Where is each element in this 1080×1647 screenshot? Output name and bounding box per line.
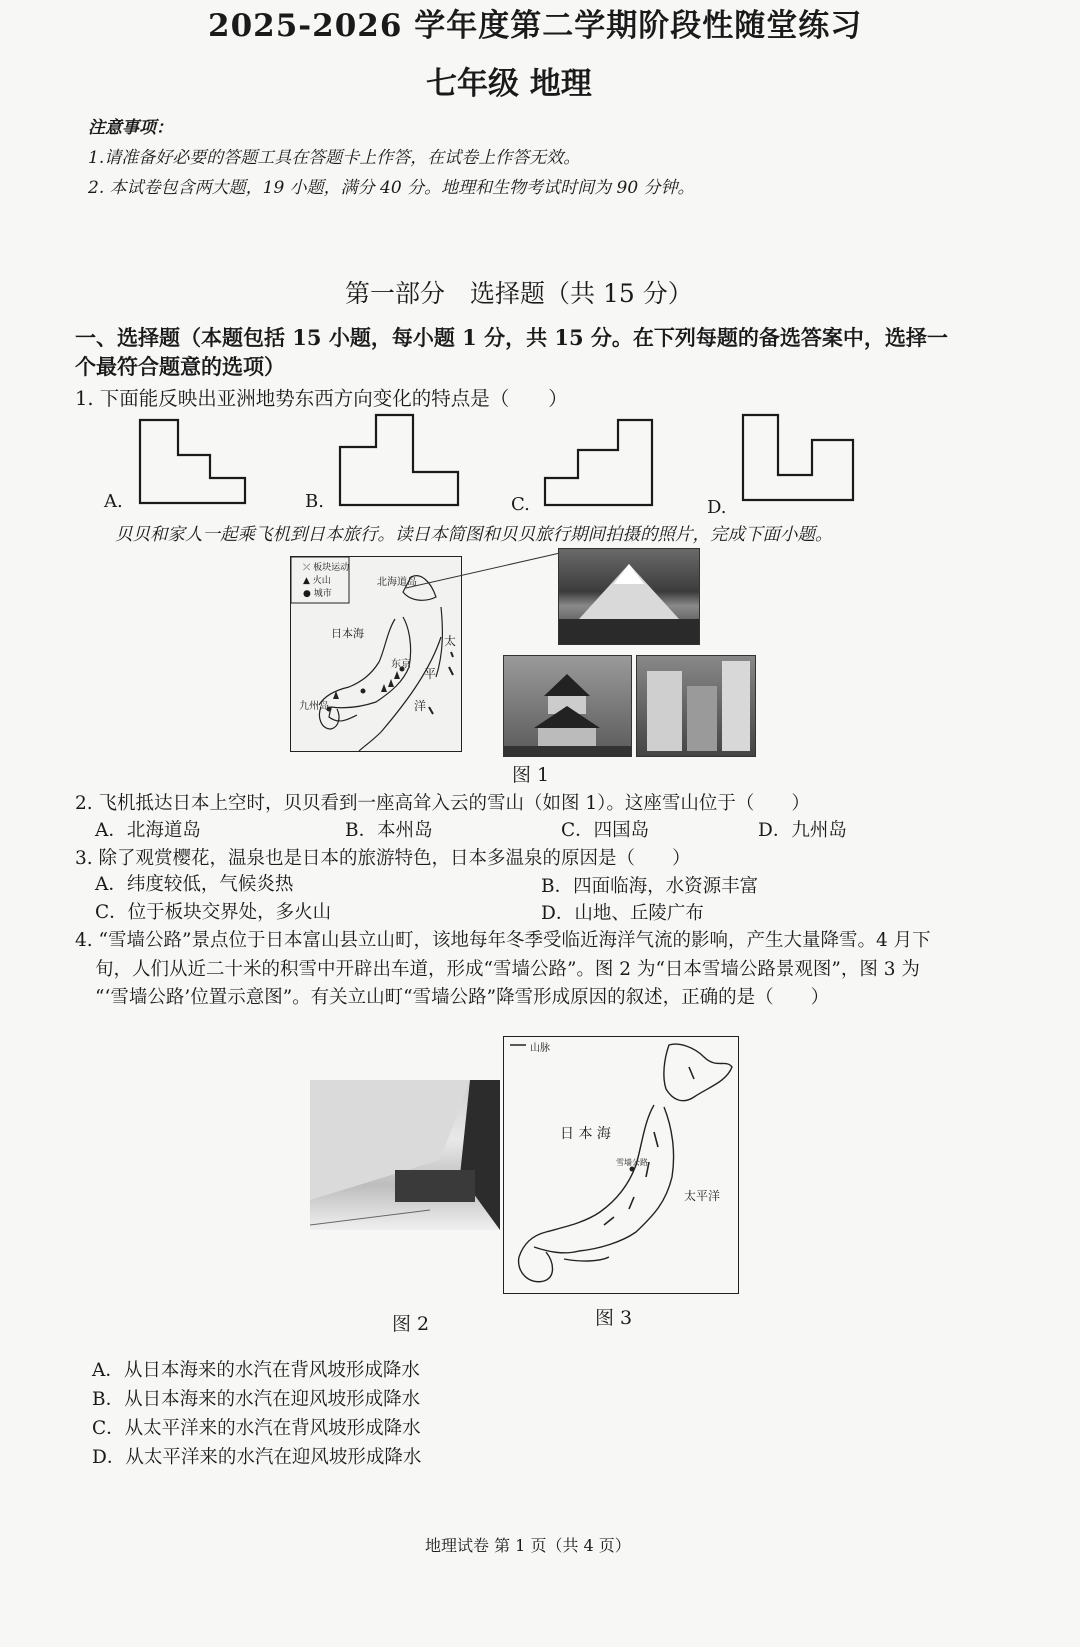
q4-option-a[interactable]: A．从日本海来的水汽在背风坡形成降水 <box>92 1360 420 1381</box>
label-pacific-2: 平 <box>424 667 437 681</box>
q1-stem: 1. 下面能反映出亚洲地势东西方向变化的特点是（ ） <box>75 387 568 410</box>
figure1-caption: 图 1 <box>512 764 550 786</box>
q3-option-d[interactable]: D．山地、丘陵广布 <box>541 903 704 924</box>
q2-option-c[interactable]: C．四国岛 <box>561 820 650 841</box>
exam-title: 2025-2026 学年度第二学期阶段性随堂练习 <box>208 8 863 44</box>
legend-volcano: ▲ 火山 <box>303 576 331 586</box>
photo-snow-mountain <box>558 548 700 645</box>
part1-instruction-1: 一、选择题（本题包括 15 小题，每小题 1 分，共 15 分。在下列每题的备选答案中，选择一 <box>75 325 948 350</box>
label-pacific-1: 太 <box>444 634 457 648</box>
callout-line <box>400 548 570 593</box>
photo-castle <box>503 655 632 757</box>
fig3-legend-mountain: 山脉 <box>530 1043 550 1054</box>
q1-option-d[interactable]: D. <box>707 497 727 518</box>
terrain-profile-c <box>545 420 652 505</box>
buildings-graphic <box>637 656 755 756</box>
q4-option-c[interactable]: C．从太平洋来的水汽在背风坡形成降水 <box>92 1418 421 1439</box>
figure2-caption: 图 2 <box>392 1313 430 1335</box>
photo-buildings <box>636 655 756 757</box>
q3-option-b[interactable]: B．四面临海，水资源丰富 <box>541 876 759 897</box>
q4-stem-line1: 4. “雪墙公路”景点位于日本富山县立山町，该地每年冬季受临近海洋气流的影响，产生大量降雪。4 月下 <box>75 930 931 951</box>
q4-stem-line2: 旬，人们从近二十米的积雪中开辟出车道，形成“雪墙公路”。图 2 为“日本雪墙公路景观图”，图 3 为 <box>95 959 920 980</box>
fig3-label-sea-of-japan: 日 本 海 <box>560 1126 611 1142</box>
q2-option-a[interactable]: A．北海道岛 <box>95 820 201 841</box>
page-footer: 地理试卷 第 1 页（共 4 页） <box>425 1536 631 1555</box>
terrain-profile-a <box>140 420 245 503</box>
label-kyushu: 九州岛 <box>299 701 329 712</box>
exam-subtitle: 七年级 地理 <box>426 66 592 102</box>
legend-city: ● 城市 <box>303 589 332 599</box>
q1-option-c[interactable]: C. <box>511 494 530 515</box>
q2-option-d[interactable]: D．九州岛 <box>758 820 847 841</box>
snow-wall-graphic <box>310 1080 500 1230</box>
q1-option-b[interactable]: B. <box>305 491 324 512</box>
q4-stem-line3: “‘雪墙公路’位置示意图”。有关立山町“雪墙公路”降雪形成原因的叙述，正确的是（ ） <box>95 987 830 1008</box>
castle-graphic <box>504 656 631 756</box>
q1-option-diagrams <box>90 410 890 520</box>
q3-option-c[interactable]: C．位于板块交界处，多火山 <box>95 902 332 923</box>
intro-text: 贝贝和家人一起乘飞机到日本旅行。读日本简图和贝贝旅行期间拍摄的照片，完成下面小题。 <box>115 525 833 545</box>
q3-option-a[interactable]: A．纬度较低，气候炎热 <box>95 874 294 895</box>
label-pacific-3: 洋 <box>414 699 427 713</box>
q1-option-a[interactable]: A. <box>104 491 123 512</box>
fig3-label-pacific: 太平洋 <box>684 1189 721 1203</box>
label-tokyo: 东京 <box>391 659 411 670</box>
part1-instruction-2: 个最符合题意的选项） <box>75 354 285 379</box>
figure3-location-map <box>503 1036 739 1294</box>
label-hokkaido: 北海道岛 <box>377 577 417 588</box>
legend-plate-motion: ⤫ 板块运动 <box>303 563 350 573</box>
notes-heading: 注意事项： <box>88 118 173 138</box>
q3-stem: 3. 除了观赏樱花，温泉也是日本的旅游特色，日本多温泉的原因是（ ） <box>75 848 691 869</box>
label-sea-of-japan: 日本海 <box>331 627 364 640</box>
figure3-caption: 图 3 <box>595 1307 633 1329</box>
mountain-graphic <box>559 549 699 644</box>
terrain-profile-d <box>743 415 853 500</box>
terrain-profile-b <box>340 415 458 505</box>
q4-option-b[interactable]: B．从日本海来的水汽在迎风坡形成降水 <box>92 1389 421 1410</box>
q4-option-d[interactable]: D．从太平洋来的水汽在迎风坡形成降水 <box>92 1447 422 1468</box>
part1-title: 第一部分 选择题（共 15 分） <box>345 279 693 308</box>
fig3-label-snow-wall-road: 雪墙公路 <box>616 1158 648 1167</box>
q2-option-b[interactable]: B．本州岛 <box>345 820 433 841</box>
note-item-2: 2. 本试卷包含两大题，19 小题，满分 40 分。地理和生物考试时间为 90 分钟。 <box>88 178 695 198</box>
note-item-1: 1.请准备好必要的答题工具在答题卡上作答，在试卷上作答无效。 <box>88 148 581 168</box>
figure2-snow-wall-photo <box>310 1080 500 1230</box>
q2-stem: 2. 飞机抵达日本上空时，贝贝看到一座高耸入云的雪山（如图 1）。这座雪山位于（ ） <box>75 793 810 814</box>
